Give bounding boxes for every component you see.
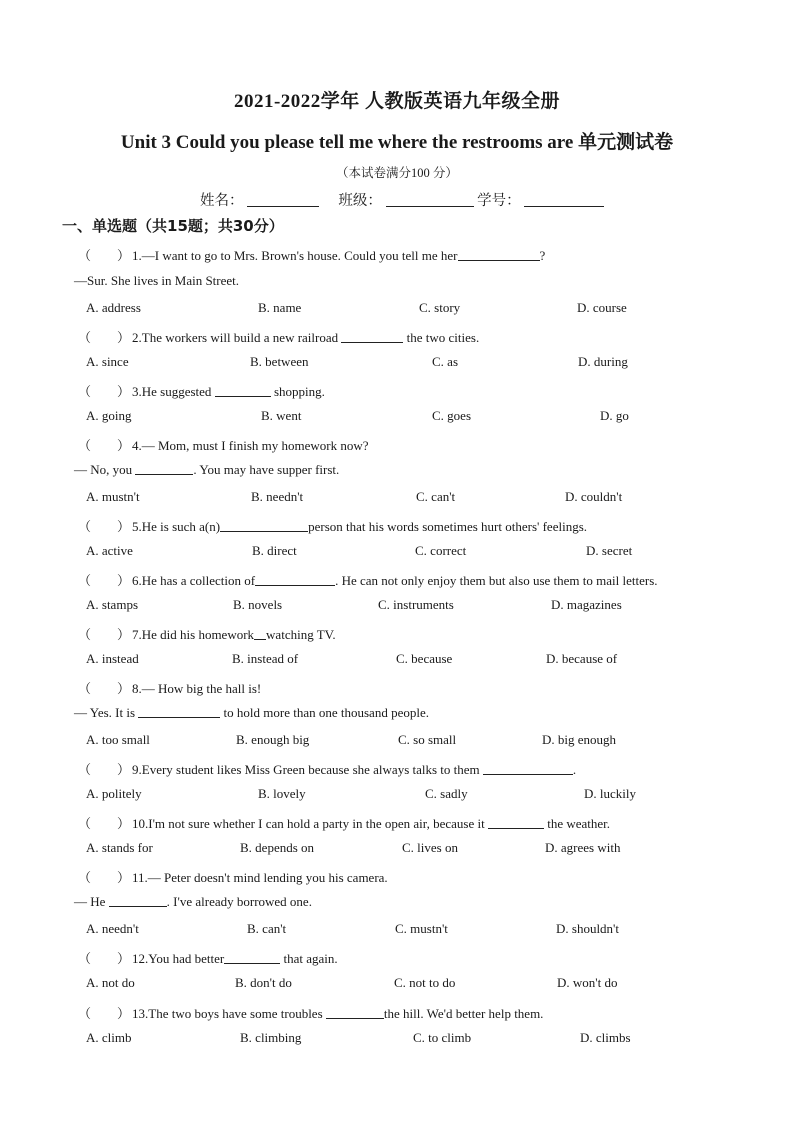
fill-blank xyxy=(326,1006,384,1019)
question-text-end: the weather. xyxy=(543,816,611,831)
answer-paren: （ ） xyxy=(78,248,131,263)
question-text: 13.The two boys have some troubles xyxy=(132,1006,326,1021)
option-c: C. instruments xyxy=(378,597,454,612)
fill-blank xyxy=(220,519,308,532)
option-a: A. since xyxy=(86,354,129,369)
option-a: A. climb xyxy=(86,1030,132,1045)
option-b: B. climbing xyxy=(240,1030,302,1045)
class-blank[interactable] xyxy=(386,192,474,207)
option-b: B. went xyxy=(261,408,302,423)
option-b: B. between xyxy=(250,354,309,369)
dialogue-text: — He xyxy=(74,894,109,909)
question-8-dialogue xyxy=(74,705,429,723)
option-a: A. stands for xyxy=(86,840,153,855)
option-b: B. can't xyxy=(247,921,287,936)
question-2 xyxy=(78,327,479,345)
option-c: C. correct xyxy=(415,543,467,558)
question-text-end: watching TV. xyxy=(266,627,336,642)
exam-subtitle: Unit 3 Could you please tell me where the restrooms are 单元测试卷 xyxy=(120,132,674,153)
question-12 xyxy=(78,948,338,966)
option-d: D. during xyxy=(578,354,628,369)
question-4-dialogue xyxy=(74,462,339,480)
question-text: 9.Every student likes Miss Green because she always talks to them xyxy=(132,762,483,777)
answer-paren: （ ） xyxy=(78,762,131,777)
option-c: C. sadly xyxy=(425,786,468,801)
question-text-end: shopping. xyxy=(270,384,325,399)
question-10 xyxy=(78,813,610,831)
option-b: B. depends on xyxy=(240,840,315,855)
exam-title: 2021-2022学年 人教版英语九年级全册 xyxy=(233,91,561,112)
question-3 xyxy=(78,381,325,399)
option-a: A. stamps xyxy=(86,597,138,612)
id-label: 学号： xyxy=(477,193,521,209)
option-a: A. mustn't xyxy=(86,489,140,504)
fill-blank xyxy=(483,762,573,775)
question-9 xyxy=(78,759,576,777)
fill-blank xyxy=(215,384,271,397)
question-text: 2.The workers will build a new railroad xyxy=(132,330,342,345)
answer-paren: （ ） xyxy=(78,438,131,453)
option-b: B. novels xyxy=(233,597,283,612)
answer-paren: （ ） xyxy=(78,573,131,588)
dialogue-text-end: to hold more than one thousand people. xyxy=(220,705,429,720)
option-c: C. as xyxy=(432,354,458,369)
option-d: D. luckily xyxy=(584,786,636,801)
option-d: D. go xyxy=(600,408,629,423)
option-b: B. lovely xyxy=(258,786,306,801)
option-a: A. active xyxy=(86,543,133,558)
fill-blank xyxy=(135,462,193,475)
fill-blank xyxy=(488,816,544,829)
name-blank[interactable] xyxy=(247,192,319,207)
answer-paren: （ ） xyxy=(78,816,131,831)
question-text: 8.— How big the hall is! xyxy=(132,681,262,696)
question-text-end: the two cities. xyxy=(403,330,480,345)
option-d: D. big enough xyxy=(542,732,617,747)
option-d: D. climbs xyxy=(580,1030,631,1045)
dialogue-text: — Yes. It is xyxy=(74,705,139,720)
question-text-end: person that his words sometimes hurt others' feelings. xyxy=(308,519,588,534)
student-info-row xyxy=(200,189,604,210)
option-c: C. so small xyxy=(398,732,457,747)
option-a: A. too small xyxy=(86,732,150,747)
question-4 xyxy=(78,435,369,453)
question-1-dialogue: —Sur. She lives in Main Street. xyxy=(74,273,240,288)
dialogue-text-end: . I've already borrowed one. xyxy=(166,894,312,909)
option-c: C. not to do xyxy=(394,975,456,990)
answer-paren: （ ） xyxy=(78,681,131,696)
option-a: A. address xyxy=(86,300,141,315)
dialogue-text-end: . You may have supper first. xyxy=(193,462,340,477)
option-a: A. needn't xyxy=(86,921,139,936)
option-b: B. don't do xyxy=(235,975,292,990)
question-7 xyxy=(78,624,336,642)
option-d: D. course xyxy=(577,300,627,315)
fill-blank xyxy=(458,248,540,261)
fill-blank xyxy=(255,573,335,586)
question-text: 3.He suggested xyxy=(132,384,215,399)
question-text: 10.I'm not sure whether I can hold a party in the open air, because it xyxy=(132,816,488,831)
option-b: B. instead of xyxy=(232,651,299,666)
answer-paren: （ ） xyxy=(78,870,131,885)
option-c: C. mustn't xyxy=(395,921,448,936)
question-6 xyxy=(78,570,658,588)
answer-paren: （ ） xyxy=(78,519,131,534)
option-b: B. needn't xyxy=(251,489,304,504)
option-a: A. instead xyxy=(86,651,139,666)
option-d: D. because of xyxy=(546,651,618,666)
option-a: A. going xyxy=(86,408,132,423)
question-text: 12.You had better xyxy=(132,951,225,966)
option-c: C. to climb xyxy=(413,1030,472,1045)
option-b: B. name xyxy=(258,300,302,315)
question-5 xyxy=(78,516,587,534)
option-c: C. because xyxy=(396,651,453,666)
option-a: A. not do xyxy=(86,975,135,990)
answer-paren: （ ） xyxy=(78,1006,131,1021)
question-13 xyxy=(78,1003,543,1021)
question-text: 6.He has a collection of xyxy=(132,573,256,588)
question-text-end: . He can not only enjoy them but also use them to mail letters. xyxy=(335,573,658,588)
question-text: 4.— Mom, must I finish my homework now? xyxy=(132,438,369,453)
option-d: D. shouldn't xyxy=(556,921,620,936)
dialogue-text: — No, you xyxy=(74,462,136,477)
answer-paren: （ ） xyxy=(78,330,131,345)
option-c: C. can't xyxy=(416,489,456,504)
option-c: C. story xyxy=(419,300,461,315)
answer-paren: （ ） xyxy=(78,384,131,399)
answer-paren: （ ） xyxy=(78,627,131,642)
option-b: B. enough big xyxy=(236,732,310,747)
answer-paren: （ ） xyxy=(78,951,131,966)
question-11 xyxy=(78,867,388,885)
id-blank[interactable] xyxy=(524,192,604,207)
question-11-dialogue xyxy=(74,894,312,912)
score-note: （本试卷满分100 分） xyxy=(336,166,458,180)
option-d: D. couldn't xyxy=(565,489,623,504)
question-text: 1.—I want to go to Mrs. Brown's house. Could you tell me her xyxy=(132,248,458,263)
fill-blank xyxy=(224,951,280,964)
question-text-end: that again. xyxy=(280,951,338,966)
option-d: D. secret xyxy=(586,543,633,558)
option-a: A. politely xyxy=(86,786,142,801)
section-title: 一、单选题（共15题；共30分） xyxy=(62,217,284,235)
option-d: D. won't do xyxy=(557,975,618,990)
fill-blank xyxy=(109,894,167,907)
question-text-end: ? xyxy=(539,248,546,263)
fill-blank xyxy=(341,330,403,343)
option-b: B. direct xyxy=(252,543,297,558)
question-text: 7.He did his homework xyxy=(132,627,255,642)
fill-blank xyxy=(254,627,266,640)
class-label: 班级： xyxy=(338,193,382,209)
question-text-end: the hill. We'd better help them. xyxy=(383,1006,544,1021)
question-text-end: . xyxy=(572,762,577,777)
question-8 xyxy=(78,678,261,696)
option-d: D. magazines xyxy=(551,597,622,612)
name-label: 姓名： xyxy=(200,193,244,209)
option-c: C. lives on xyxy=(402,840,458,855)
question-text: 11.— Peter doesn't mind lending you his camera. xyxy=(132,870,388,885)
question-text: 5.He is such a(n) xyxy=(132,519,221,534)
option-d: D. agrees with xyxy=(545,840,621,855)
fill-blank xyxy=(138,705,220,718)
option-c: C. goes xyxy=(432,408,471,423)
question-1 xyxy=(78,245,545,263)
